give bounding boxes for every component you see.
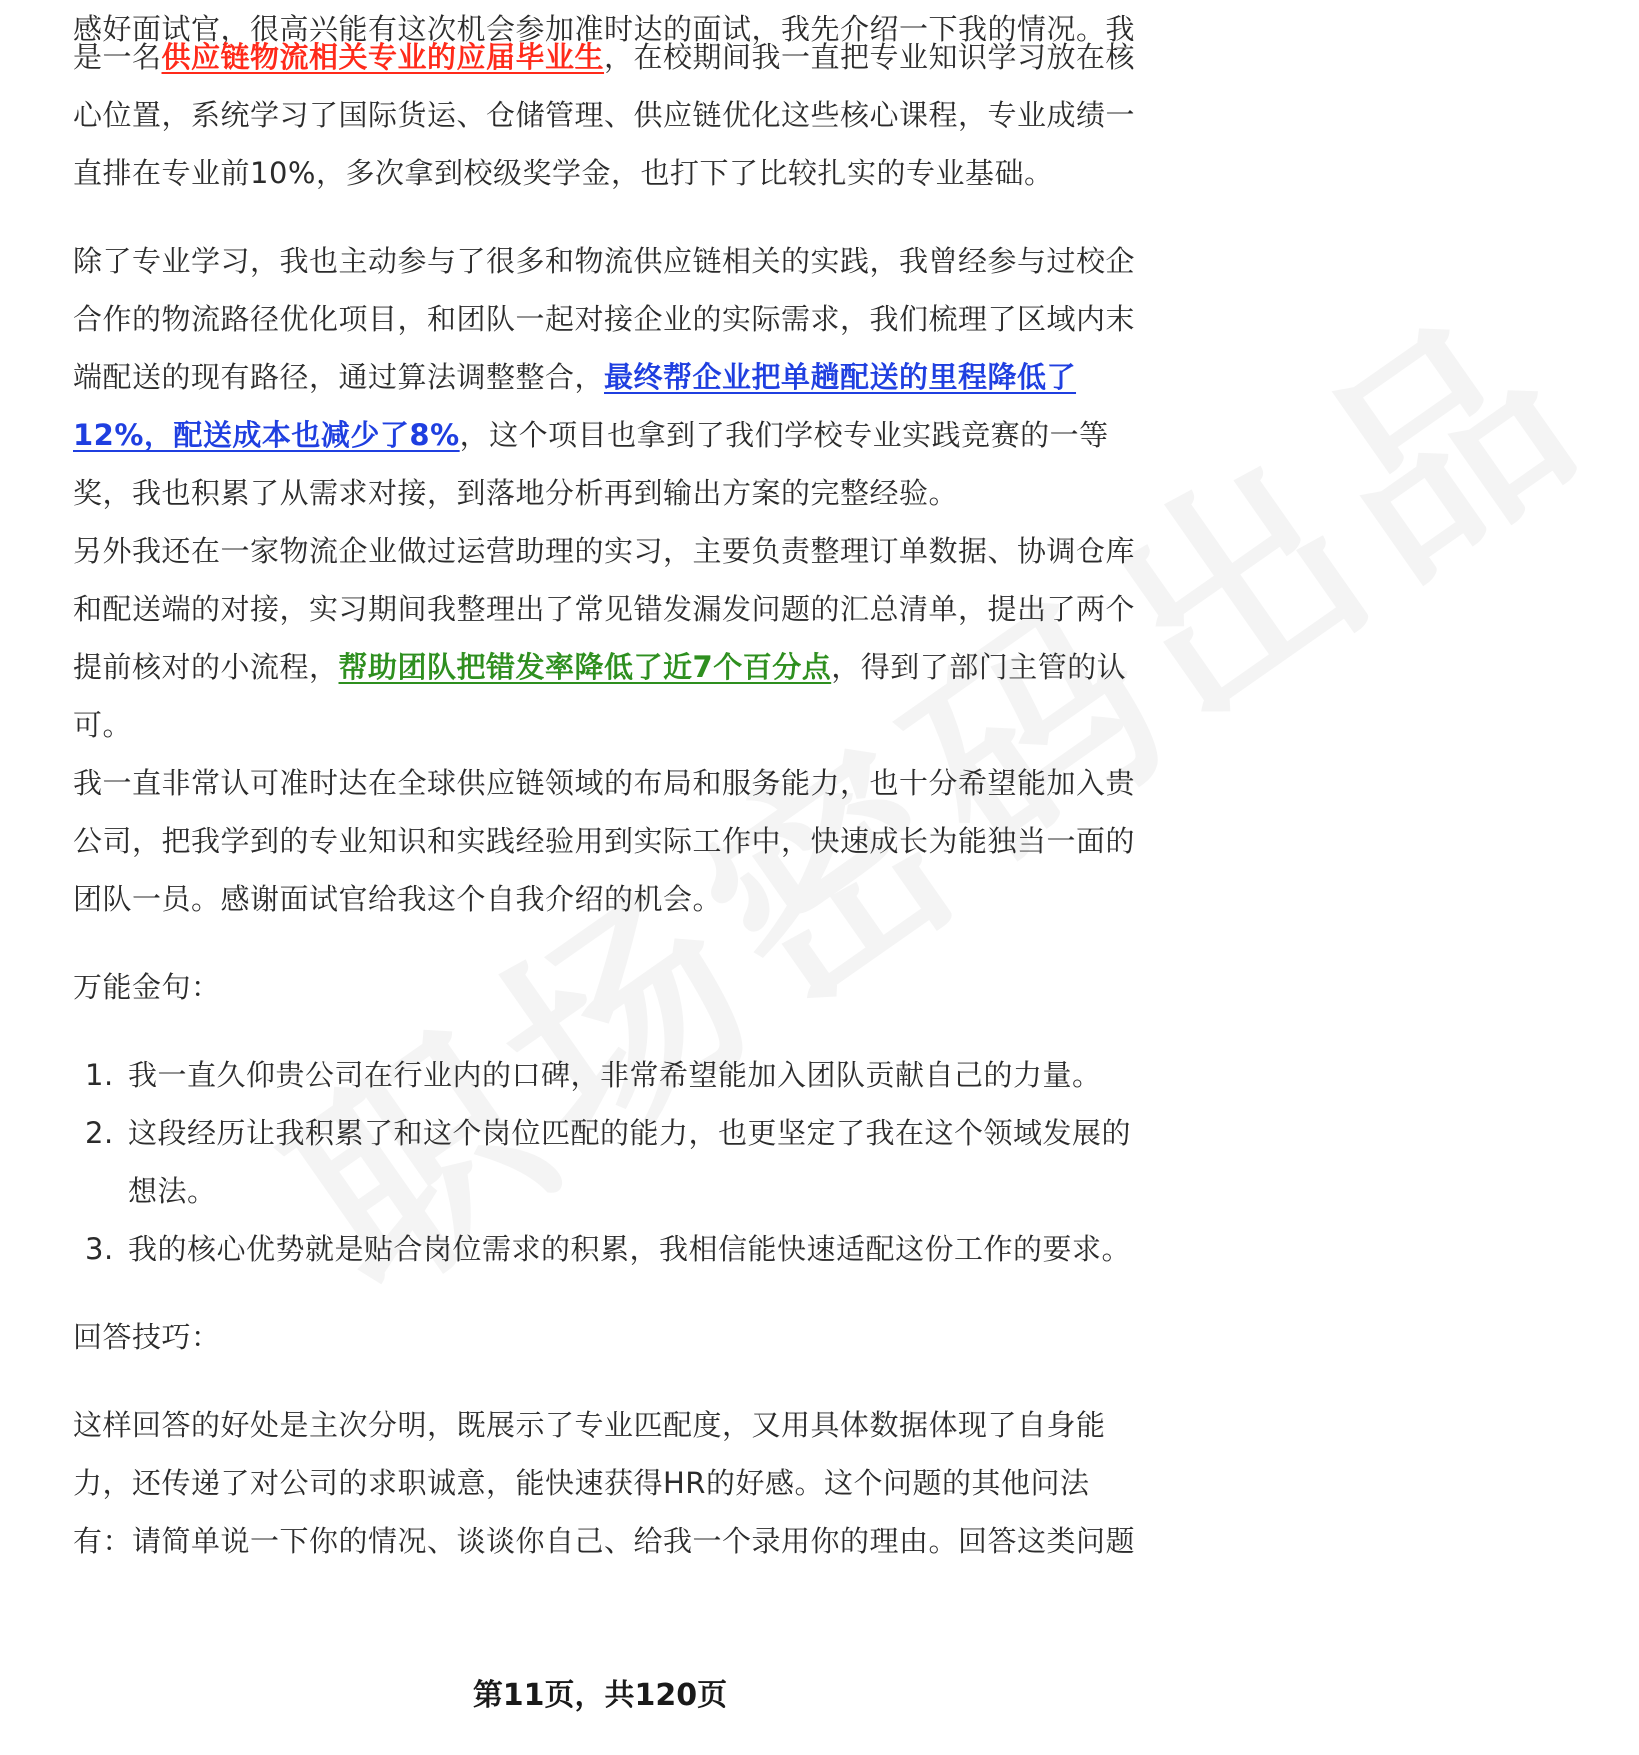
list-item: 2. 这段经历让我积累了和这个岗位匹配的能力，也更坚定了我在这个领域发展的想法。 bbox=[85, 1116, 1132, 1208]
list-item: 3. 我的核心优势就是贴合岗位需求的积累，我相信能快速适配这份工作的要求。 bbox=[85, 1232, 1132, 1266]
paragraph-project: 除了专业学习，我也主动参与了很多和物流供应链相关的实践，我曾经参与过校企合作的物流路径优化项目，和团队一起对接企业的实际需求，我们梳理了区域内末端配送的现有路径，通过算法调整整合，最终帮企业把单趟配送的里程降低了12%，配送成本也减少了8%，这个项目也拿到了我们学校专业实践竞赛的一等奖，我也积累了从需求对接，到落地分析再到输出方案的完整经验。 bbox=[73, 244, 1136, 510]
heading-phrases: 万能金句： bbox=[73, 970, 221, 1004]
highlight-blue: 最终帮企业把单趟配送的里程降低了12%，配送成本也减少了8% bbox=[73, 360, 1077, 452]
highlight-green: 帮助团队把错发率降低了近7个百分点 bbox=[338, 650, 832, 684]
phrases-list bbox=[73, 1046, 1148, 1278]
list-item: 1. 我一直久仰贵公司在行业内的口碑，非常希望能加入团队贡献自己的力量。 bbox=[85, 1058, 1102, 1092]
top-cut-line: 感好面试官，很高兴能有这次机会参加准时达的面试，我先介绍一下我的情况。我 bbox=[73, 12, 1136, 46]
page-content bbox=[73, 12, 1148, 1570]
paragraph-tips: 这样回答的好处是主次分明，既展示了专业匹配度，又用具体数据体现了自身能力，还传递了对公司的求职诚意，能快速获得HR的好感。这个问题的其他问法有：请简单说一下你的情况、谈谈你自己、给我一个录用你的理由。回答这类问题 bbox=[73, 1408, 1136, 1558]
paragraph-education: 是一名供应链物流相关专业的应届毕业生，在校期间我一直把专业知识学习放在核心位置，系统学习了国际货运、仓储管理、供应链优化这些核心课程，专业成绩一直排在专业前10%，多次拿到校级奖学金，也打下了比较扎实的专业基础。 bbox=[73, 40, 1136, 190]
paragraph-internship: 另外我还在一家物流企业做过运营助理的实习，主要负责整理订单数据、协调仓库和配送端的对接，实习期间我整理出了常见错发漏发问题的汇总清单，提出了两个提前核对的小流程，帮助团队把错发率降低了近7个百分点，得到了部门主管的认可。 bbox=[73, 534, 1136, 742]
highlight-red: 供应链物流相关专业的应届毕业生 bbox=[161, 40, 605, 74]
heading-tips: 回答技巧： bbox=[73, 1320, 221, 1354]
paragraph-closing: 我一直非常认可准时达在全球供应链领域的布局和服务能力，也十分希望能加入贵公司，把我学到的专业知识和实践经验用到实际工作中，快速成长为能独当一面的团队一员。感谢面试官给我这个自我介绍的机会。 bbox=[73, 766, 1136, 916]
page-number-footer: 第11页，共120页 bbox=[472, 1678, 728, 1713]
